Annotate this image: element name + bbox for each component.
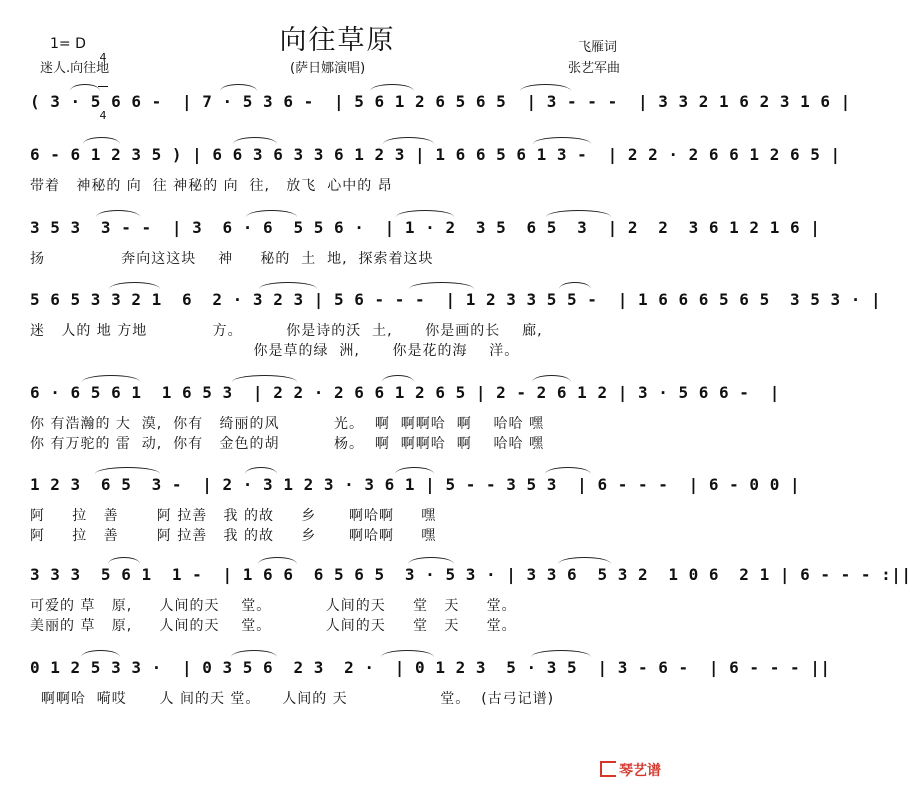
slur-mark (520, 84, 571, 91)
lyric-row: 啊啊哈 嗬哎 人 间的天 堂。 人间的 天 堂。 (古弓记谱) (30, 691, 555, 707)
lyric-row: 扬 奔向这这块 神 秘的 土 地, 探索着这块 (30, 251, 434, 267)
slur-mark (532, 375, 571, 382)
slur-mark (370, 84, 414, 91)
meter-bottom: 4 (99, 109, 107, 122)
lyric-row: 阿 拉 善 阿 拉善 我 的故 乡 啊哈啊 嘿 (30, 508, 437, 524)
notation-row: 5 6 5 3 3 2 1 6 2 · 3 2 3 | 5 6 - - - | 1 2 3 3 5 5 - | 1 6 6 6 5 6 5 3 5 3 · | (30, 290, 882, 309)
slur-mark (82, 375, 140, 382)
lyric-row: 迷 人的 地 方地 方。 你是诗的沃 土, 你是画的长 廊, (30, 323, 543, 339)
lyric-row: 阿 拉 善 阿 拉善 我 的故 乡 啊哈啊 嘿 (30, 528, 437, 544)
slur-mark (109, 282, 160, 289)
notation-row: 6 · 6 5 6 1 1 6 5 3 | 2 2 · 2 6 6 1 2 6 5 | 2 - 2 6 1 2 | 3 · 5 6 6 - | (30, 383, 780, 402)
slur-mark (409, 282, 474, 289)
notation-row: 1 2 3 6 5 3 - | 2 · 3 1 2 3 · 3 6 1 | 5 - - 3 5 3 | 6 - - - | 6 - 0 0 | (30, 475, 801, 494)
slur-mark (545, 467, 591, 474)
lyric-row: 带着 神秘的 向 往 神秘的 向 往, 放飞 心中的 昂 (30, 178, 393, 194)
watermark-logo (600, 760, 661, 780)
lyric-row: 你 有万驼的 雷 动, 你有 金色的胡 杨。 啊 啊啊哈 啊 哈哈 嘿 (30, 436, 544, 452)
slur-mark (70, 84, 100, 91)
notation-row: 6 - 6 1 2 3 5 ) | 6 6 3 6 3 3 6 1 2 3 | 1 6 6 5 6 1 3 - | 2 2 · 2 6 6 1 2 6 5 | (30, 145, 841, 164)
slur-mark (381, 650, 434, 657)
slur-mark (546, 210, 611, 217)
slur-mark (108, 557, 140, 564)
slur-mark (383, 137, 434, 144)
lyricist: 飞雁词 (578, 40, 618, 55)
slur-mark (258, 557, 297, 564)
slur-mark (95, 467, 160, 474)
notation-row: ( 3 · 5 6 6 - | 7 · 5 3 6 - | 5 6 1 2 6 5 6 5 | 3 - - - | 3 3 2 1 6 2 3 1 6 | (30, 92, 851, 111)
slur-mark (232, 375, 297, 382)
lyric-row: 你是草的绿 洲, 你是花的海 洋。 (30, 343, 520, 359)
slur-mark (396, 210, 454, 217)
performer: (萨日娜演唱) (290, 61, 366, 76)
slur-mark (559, 282, 591, 289)
slur-mark (259, 282, 317, 289)
slur-mark (558, 557, 611, 564)
key-signature: 1= D (50, 36, 86, 52)
slur-mark (533, 137, 591, 144)
slur-mark (531, 650, 591, 657)
slur-mark (395, 467, 434, 474)
slur-mark (233, 137, 277, 144)
slur-mark (231, 650, 277, 657)
notation-row: 3 5 3 3 - - | 3 6 · 6 5 5 6 · | 1 · 2 3 5 6 5 3 | 2 2 3 6 1 2 1 6 | (30, 218, 821, 237)
composer: 张艺军曲 (568, 61, 621, 76)
lyric-row: 你 有浩瀚的 大 漠, 你有 绮丽的风 光。 啊 啊啊哈 啊 哈哈 嘿 (30, 416, 544, 432)
slur-mark (382, 375, 414, 382)
notation-row: 3 3 3 5 6 1 1 - | 1 6 6 6 5 6 5 3 · 5 3 · | 3 3 6 5 3 2 1 0 6 2 1 | 6 - - - :|| (30, 565, 912, 584)
song-title: 向往草原 (279, 25, 396, 56)
slur-mark (81, 650, 120, 657)
slur-mark (83, 137, 120, 144)
meter-top: 4 (99, 51, 107, 64)
watermark-text: 琴艺谱 (619, 763, 661, 779)
slur-mark (245, 467, 277, 474)
slur-mark (96, 210, 140, 217)
slur-mark (246, 210, 297, 217)
lyric-row: 可爱的 草 原, 人间的天 堂。 人间的天 堂 天 堂。 (30, 598, 517, 614)
notation-row: 0 1 2 5 3 3 · | 0 3 5 6 2 3 2 · | 0 1 2 3 5 · 3 5 | 3 - 6 - | 6 - - - || (30, 658, 831, 677)
slur-mark (408, 557, 454, 564)
tags: 迷人.向往地 (40, 61, 110, 76)
slur-mark (220, 84, 257, 91)
logo-icon (600, 761, 616, 777)
lyric-row: 美丽的 草 原, 人间的天 堂。 人间的天 堂 天 堂。 (30, 618, 517, 634)
